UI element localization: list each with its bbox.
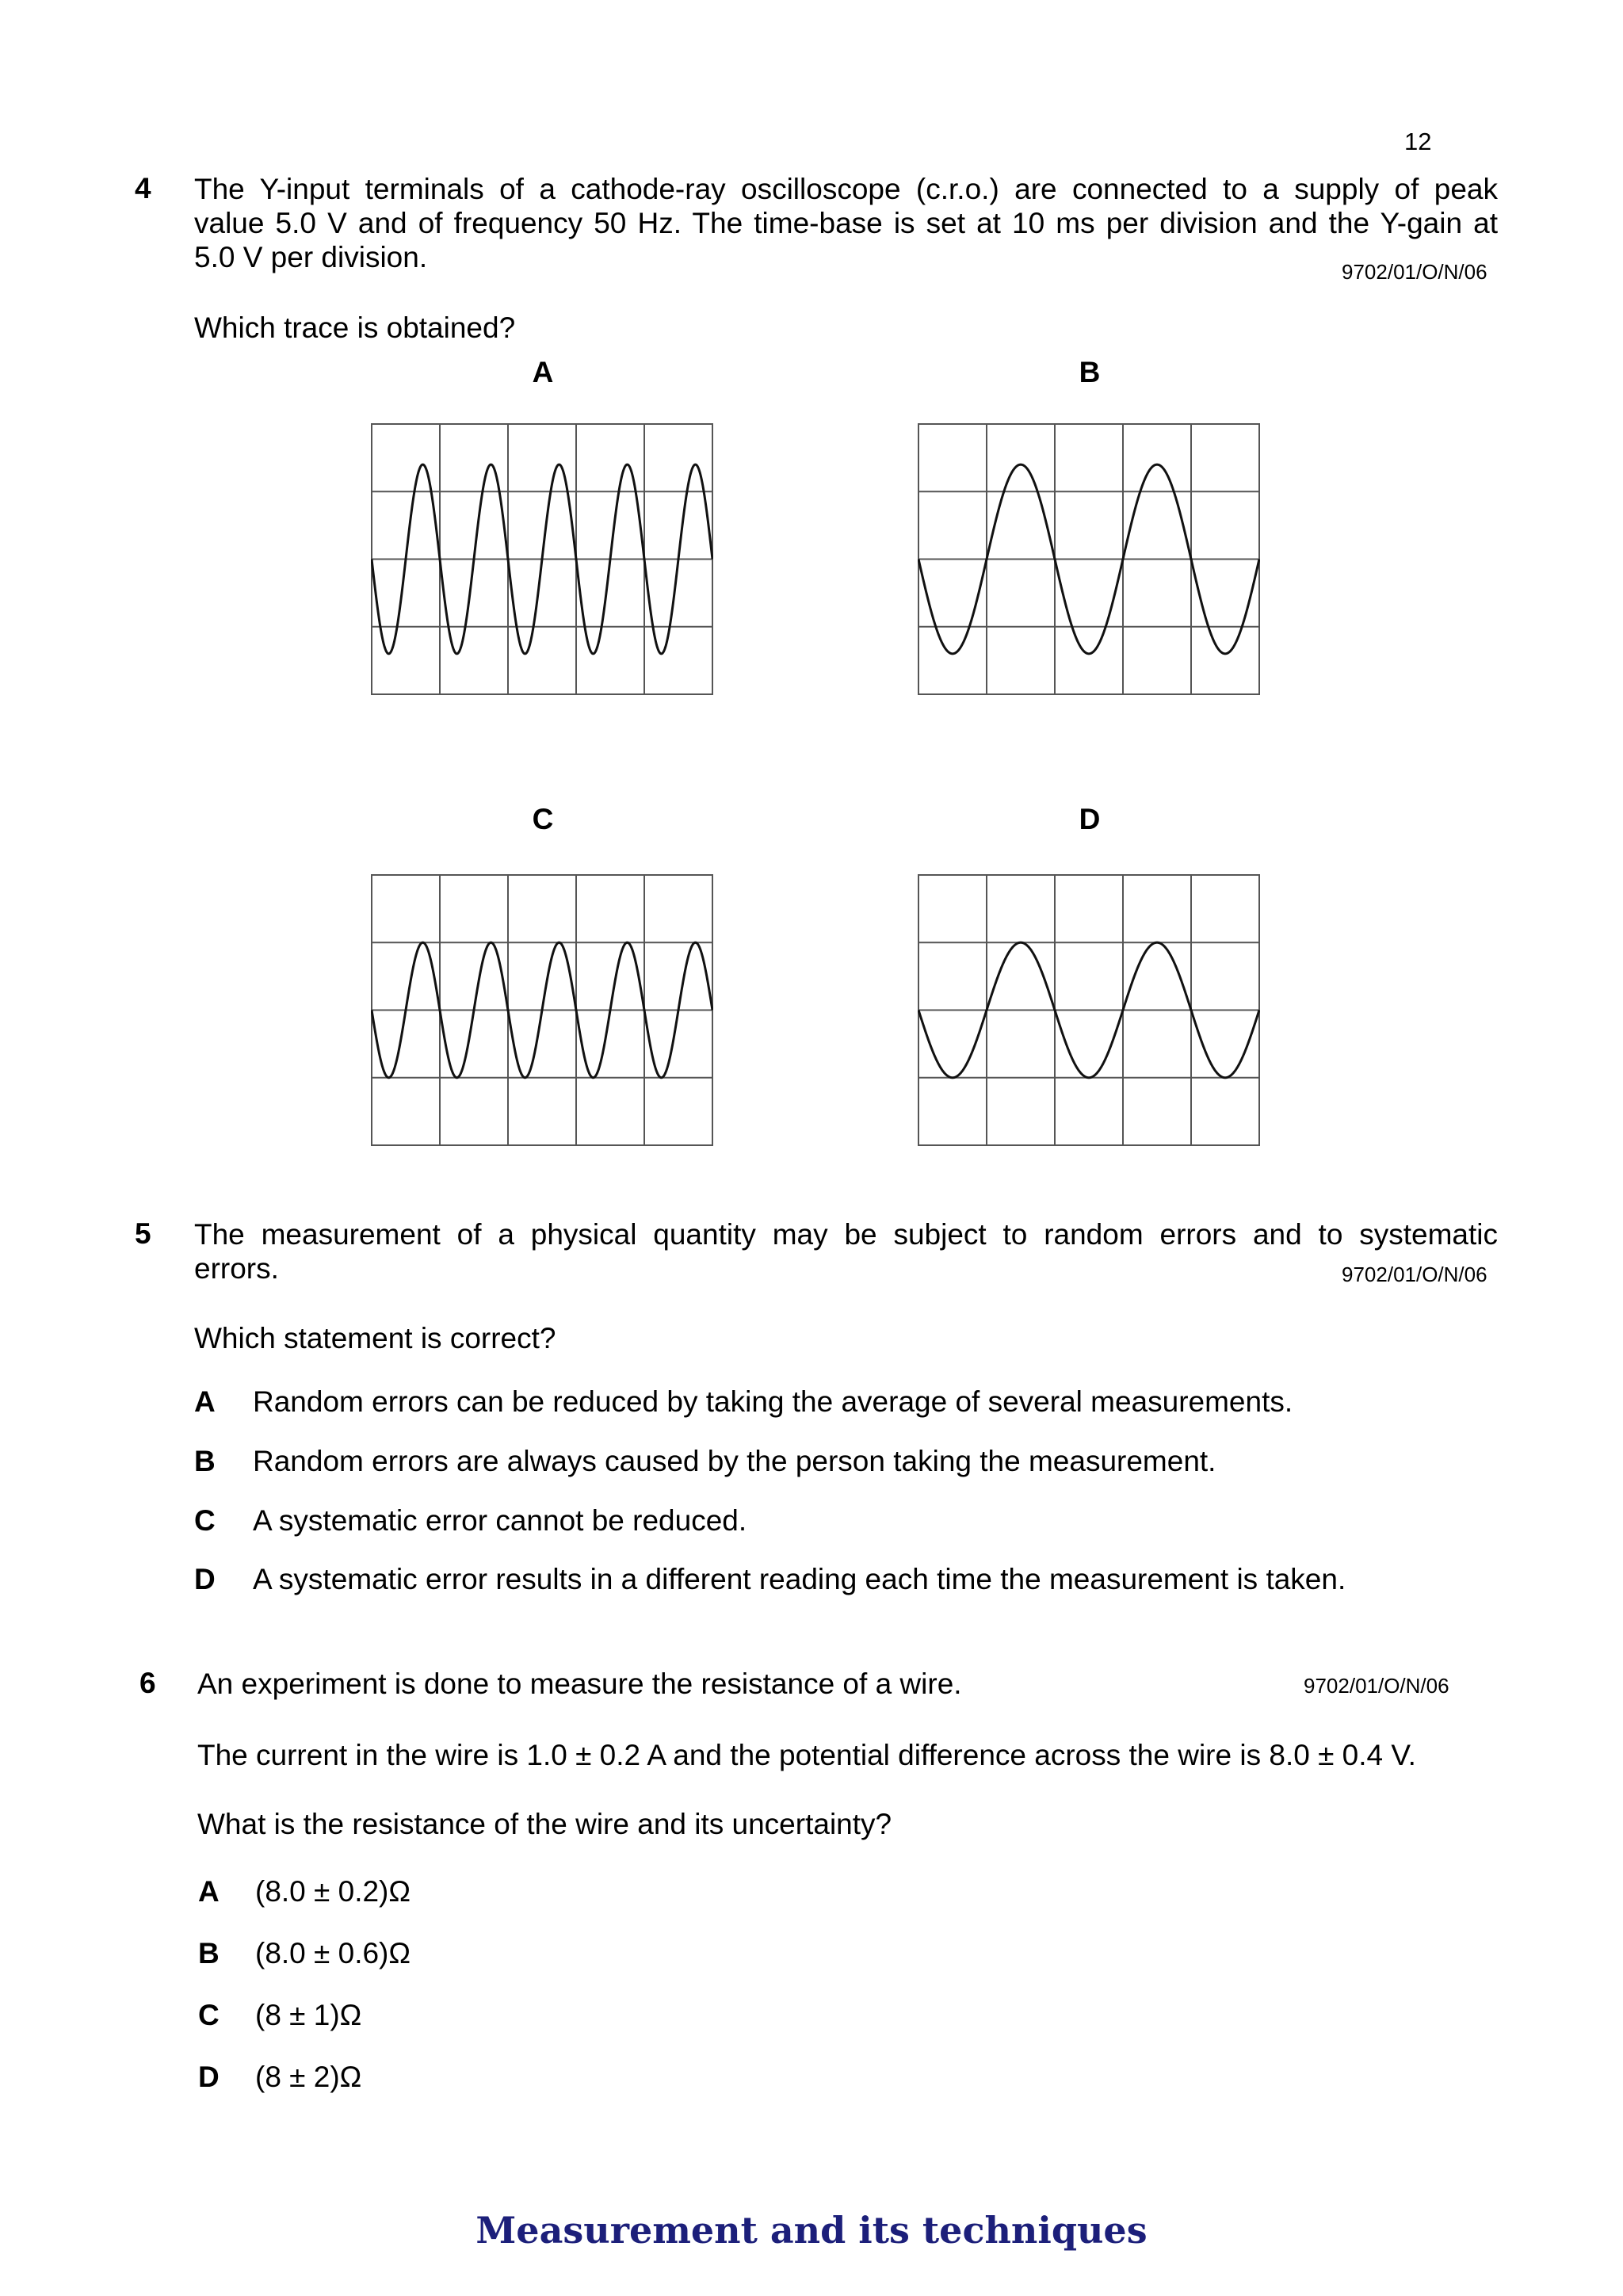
question-6-reference: 9702/01/O/N/06: [1304, 1674, 1449, 1698]
question-5-reference: 9702/01/O/N/06: [1342, 1263, 1487, 1286]
question-6-text2: The current in the wire is 1.0 ± 0.2 A and the potential difference across the wire is 8.0 ± 0.4 V.: [197, 1739, 1416, 1771]
question-5-text-line2: errors.: [194, 1252, 279, 1285]
q6-option-a-text: (8.0 ± 0.2)Ω: [255, 1875, 411, 1908]
page-number: 12: [1404, 128, 1432, 155]
q6-option-c-text: (8 ± 1)Ω: [255, 1999, 362, 2031]
question-6-prompt: What is the resistance of the wire and its uncertainty?: [197, 1808, 892, 1840]
trace-a-label: A: [532, 356, 554, 388]
q6-option-b-letter: B: [198, 1937, 220, 1969]
q5-option-a-letter: A: [194, 1385, 216, 1418]
q5-option-a-text: Random errors can be reduced by taking the average of several measurements.: [253, 1385, 1293, 1418]
question-5-text-line1: The measurement of a physical quantity may be subject to random errors and to systematic: [194, 1218, 1498, 1251]
q5-option-d-text: A systematic error results in a different reading each time the measurement is taken.: [253, 1563, 1346, 1595]
trace-d-label: D: [1079, 803, 1101, 835]
question-4-text-line2: value 5.0 V and of frequency 50 Hz. The time-base is set at 10 ms per division and the Y-gain at: [194, 207, 1498, 239]
trace-d-screen: [918, 874, 1260, 1146]
trace-c-label: C: [532, 803, 554, 835]
q5-option-d-letter: D: [194, 1563, 216, 1595]
trace-b-screen: [918, 423, 1260, 695]
q6-option-d-letter: D: [198, 2061, 220, 2093]
question-4-text-line3: 5.0 V per division.: [194, 241, 428, 273]
question-4-prompt: Which trace is obtained?: [194, 311, 516, 344]
q5-option-b-text: Random errors are always caused by the person taking the measurement.: [253, 1445, 1216, 1477]
question-4-text-line1: The Y-input terminals of a cathode-ray oscilloscope (c.r.o.) are connected to a supply of peak: [194, 173, 1498, 205]
q5-option-c-letter: C: [194, 1504, 216, 1537]
q6-option-c-letter: C: [198, 1999, 220, 2031]
trace-c-screen: [371, 874, 713, 1146]
footer-title: Measurement and its techniques: [475, 2209, 1148, 2252]
question-4-number: 4: [135, 172, 151, 204]
question-6-text: An experiment is done to measure the resistance of a wire.: [197, 1668, 962, 1700]
question-5-number: 5: [135, 1217, 151, 1250]
question-4-reference: 9702/01/O/N/06: [1342, 260, 1487, 284]
trace-a-screen: [371, 423, 713, 695]
q5-option-c-text: A systematic error cannot be reduced.: [253, 1504, 747, 1537]
question-5-prompt: Which statement is correct?: [194, 1322, 556, 1354]
q6-option-b-text: (8.0 ± 0.6)Ω: [255, 1937, 411, 1969]
q5-option-b-letter: B: [194, 1445, 216, 1477]
q6-option-d-text: (8 ± 2)Ω: [255, 2061, 362, 2093]
question-6-number: 6: [139, 1667, 156, 1699]
q6-option-a-letter: A: [198, 1875, 220, 1908]
trace-b-label: B: [1079, 356, 1101, 388]
